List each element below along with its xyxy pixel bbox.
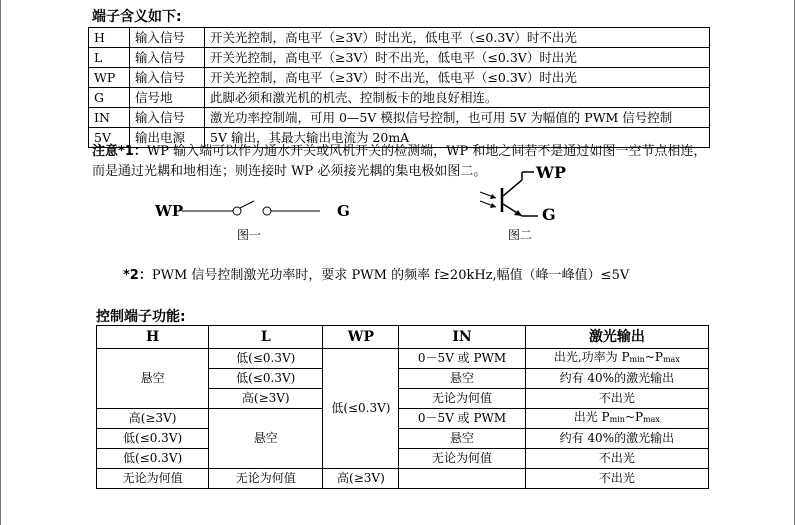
pin-type: 输入信号	[130, 108, 205, 128]
pin-name: H	[89, 28, 130, 48]
section1-title: 端子含义如下:	[92, 9, 182, 25]
pin-type: 输出电源	[130, 128, 205, 148]
table-row	[89, 28, 710, 48]
h-cell: 低(≤0.3V)	[97, 429, 209, 449]
in-cell	[399, 469, 525, 489]
pin-type: 输入信号	[130, 28, 205, 48]
figure1-wp-label: WP	[155, 202, 184, 220]
header-h: H	[97, 326, 209, 349]
pin-type: 输入信号	[130, 68, 205, 88]
in-cell: 悬空	[399, 369, 525, 389]
l-cell: 悬空	[209, 409, 323, 469]
h-cell: 无论为何值	[97, 469, 209, 489]
table-row	[89, 88, 710, 108]
header-wp: WP	[323, 326, 399, 349]
figure2-wp-label: WP	[536, 163, 566, 182]
note-2-label: *2：	[123, 268, 152, 283]
figure2-g-label: G	[542, 205, 556, 224]
pin-desc: 激光功率控制端，可用 0—5V 模拟信号控制，也可用 5V 为幅值的 PWM 信号控制	[205, 108, 710, 128]
pin-name: G	[89, 88, 130, 108]
l-cell: 无论为何值	[209, 469, 323, 489]
table-row	[97, 469, 709, 489]
note-2-text: PWM 信号控制激光功率时，要求 PWM 的频率 f≥20kHz,幅值（峰一峰值）≤5V	[151, 268, 630, 283]
output-cell: 约有 40%的激光输出	[525, 369, 708, 389]
table-row	[89, 48, 710, 68]
l-cell: 低(≤0.3V)	[209, 369, 323, 389]
output-cell: 不出光	[525, 389, 708, 409]
figure2-caption: 图二	[508, 228, 533, 242]
note-1-text: WP 输入端可以作为通水开关或风机开关的检测端，WP 和地之间若不是通过如图一空节点相连，而是通过光耦和地相连；则连接时 WP 必须接光耦的集电极如图二。	[92, 144, 707, 179]
table-row	[97, 409, 709, 429]
pin-meaning-table	[88, 27, 710, 148]
pin-desc: 5V 输出，其最大输出电流为 20mA	[205, 128, 710, 148]
table-row	[97, 449, 709, 469]
pin-desc: 此脚必须和激光机的机壳、控制板卡的地良好相连。	[205, 88, 710, 108]
pin-type: 信号地	[130, 88, 205, 108]
pin-desc: 开关光控制，高电平（≥3V）时不出光，低电平（≤0.3V）时出光	[205, 68, 710, 88]
h-cell: 悬空	[97, 349, 209, 409]
pin-name: IN	[89, 108, 130, 128]
table-row	[97, 429, 709, 449]
in-cell: 无论为何值	[399, 389, 525, 409]
pin-name: WP	[89, 68, 130, 88]
header-in: IN	[399, 326, 525, 349]
header-laser-output: 激光输出	[525, 326, 708, 349]
switch-diagram	[180, 200, 325, 220]
l-cell: 低(≤0.3V)	[209, 349, 323, 369]
l-cell: 高(≥3V)	[209, 389, 323, 409]
section2-title: 控制端子功能:	[96, 309, 186, 325]
figure1-caption: 图一	[237, 228, 262, 242]
h-cell: 高(≥3V)	[97, 409, 209, 429]
note-2	[123, 264, 629, 283]
page-left-border	[0, 0, 1, 525]
pin-desc: 开关光控制，高电平（≥3V）时不出光，低电平（≤0.3V）时出光	[205, 48, 710, 68]
table-row	[89, 108, 710, 128]
h-cell: 低(≤0.3V)	[97, 449, 209, 469]
output-cell: 出光,功率为 $P_{min}\sim P_{max}$	[525, 349, 708, 369]
wp-cell: 低(≤0.3V)	[323, 349, 399, 469]
wp-cell: 高(≥3V)	[323, 469, 399, 489]
note-1	[92, 142, 714, 182]
output-cell: 出光 $P_{min}\sim P_{max}$	[525, 409, 708, 429]
in-cell: 无论为何值	[399, 449, 525, 469]
output-cell: 不出光	[525, 469, 708, 489]
figure1-g-label: G	[337, 202, 350, 220]
pin-type: 输入信号	[130, 48, 205, 68]
note-1-label: 注意*1：	[92, 144, 147, 159]
in-cell: 悬空	[399, 429, 525, 449]
in-cell: 0－5V 或 PWM	[399, 349, 525, 369]
pin-name: 5V	[89, 128, 130, 148]
table-row	[89, 68, 710, 88]
output-cell: 不出光	[525, 449, 708, 469]
table-row	[97, 349, 709, 369]
in-cell: 0－5V 或 PWM	[399, 409, 525, 429]
control-function-table	[96, 325, 709, 489]
pin-name: L	[89, 48, 130, 68]
table-header-row	[97, 326, 709, 349]
output-cell: 约有 40%的激光输出	[525, 429, 708, 449]
header-l: L	[209, 326, 323, 349]
pin-desc: 开关光控制，高电平（≥3V）时出光，低电平（≤0.3V）时不出光	[205, 28, 710, 48]
